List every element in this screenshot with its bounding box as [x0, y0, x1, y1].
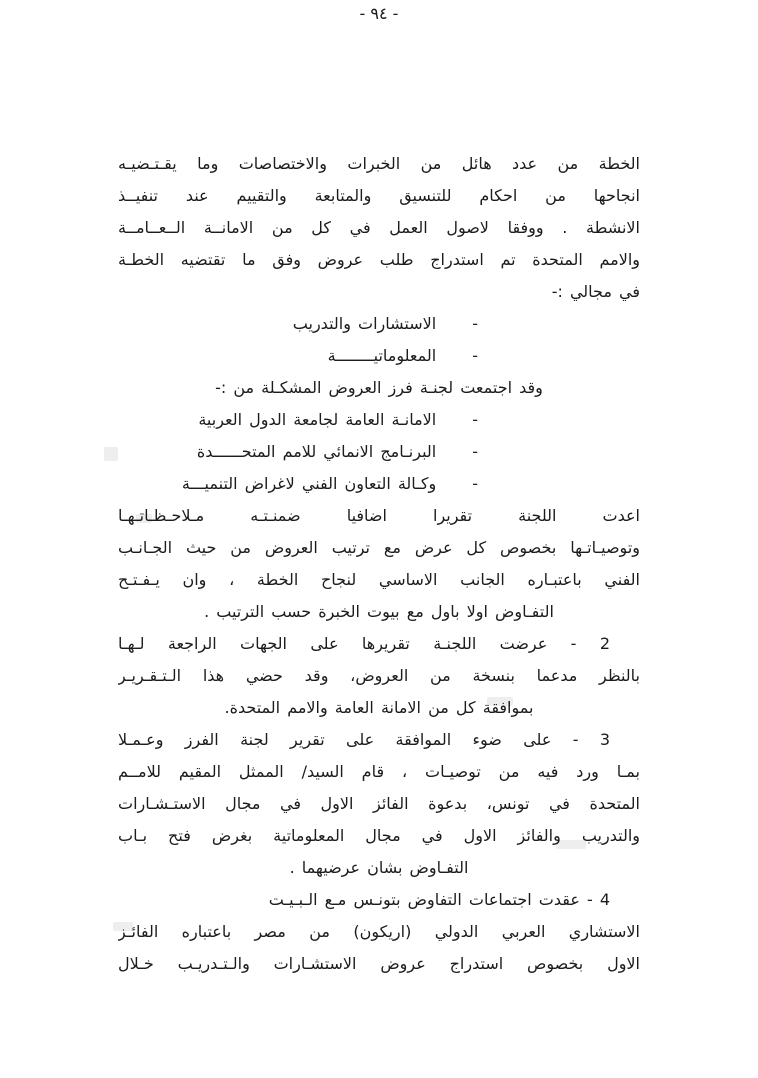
text-line: اعدت اللجنة تقريرا اضافيا ضمنـتـه مـلاحـظـاتـهـا	[118, 506, 640, 525]
list-item-label: البرنـامج الانمائي للامم المتحــــــدة	[196, 442, 437, 461]
text-line: انجاحها من احكام للتنسيق والمتابعة والتقييم عند تنفيــذ	[118, 186, 640, 205]
list-dash: -	[472, 474, 478, 493]
list-item-label: الاستشارات والتدريب	[292, 314, 437, 333]
text-line: وقد اجتمعت لجنـة فرز العروض المشكـلة من :-	[215, 378, 543, 397]
text-line: 3 - على ضوء الموافقة على تقرير لجنة الفرز وعـمـلا	[118, 730, 610, 749]
text-line: والامم المتحدة تم استدراج طلب عروض وفق ما تقتضيه الخطـة	[118, 250, 640, 269]
scan-artifact	[104, 447, 118, 461]
text-line: الاول بخصوص استدراج عروض الاستشـارات والـتـدريـب خـلال	[118, 954, 640, 973]
scan-artifact	[487, 697, 513, 706]
text-line: 2 - عرضت اللجنـة تقريرها على الجهات الراجعة لـهـا	[118, 634, 610, 653]
scan-artifact	[113, 922, 133, 931]
list-dash: -	[472, 442, 478, 461]
text-line: الفني باعتبـاره الجانب الاساسي لنجاح الخطة ، وان يـفـتـح	[118, 570, 640, 589]
page-number: - ٩٤ -	[359, 4, 399, 23]
list-dash: -	[472, 314, 478, 333]
text-line: وتوصيـاتـها بخصوص كل عرض مع ترتيب العروض من حيث الجـانـب	[118, 538, 640, 557]
list-item	[118, 404, 640, 436]
text-line: المتحدة في تونس، بدعوة الفائز الاول في مجال الاستـشـارات	[118, 794, 640, 813]
scan-artifact	[136, 514, 152, 523]
list-item	[118, 468, 640, 500]
text-line: والتدريب والفائز الاول في مجال المعلوماتية بغرض فتح بـاب	[118, 826, 640, 845]
text-line: الاستشاري العربي الدولي (اريكون) من مصر باعتباره الفائـز	[118, 922, 640, 941]
text-line: بالنظر مدعما بنسخة من العروض، وقد حضي هذا الـتـقـريـر	[118, 666, 640, 685]
text-line: في مجالي :-	[551, 282, 640, 301]
text-line: التفـاوض اولا باول مع بيوت الخبرة حسب الترتيب .	[204, 602, 554, 621]
list-item	[118, 308, 640, 340]
list-item-label: المعلوماتيــــــــة	[327, 346, 437, 365]
list-dash: -	[472, 410, 478, 429]
text-line: بمـا ورد فيه من توصيـات ، قام السيد/ الممثل المقيم للامــم	[118, 762, 640, 781]
text-line: التفـاوض بشان عرضيهما .	[289, 858, 469, 877]
scan-artifact	[556, 840, 586, 849]
document-text-block	[118, 148, 640, 980]
text-line: الخطة من عدد هائل من الخبرات والاختصاصات وما يقـتـضيـه	[118, 154, 640, 173]
list-item	[118, 436, 640, 468]
text-line: 4 - عقدت اجتماعات التفاوض بتونـس مـع الـبـيـت	[268, 890, 610, 909]
text-line: الانشطة . ووفقا لاصول العمل في كل من الامانــة الــعــامــة	[118, 218, 640, 237]
list-item	[118, 340, 640, 372]
list-item-label: وكـالة التعاون الفني لاغراض التنميـــة	[181, 474, 437, 493]
list-item-label: الامانـة العامة لجامعة الدول العربية	[198, 410, 437, 429]
text-line: بموافقة كل من الامانة العامة والامم المتحدة.	[224, 698, 534, 717]
list-dash: -	[472, 346, 478, 365]
